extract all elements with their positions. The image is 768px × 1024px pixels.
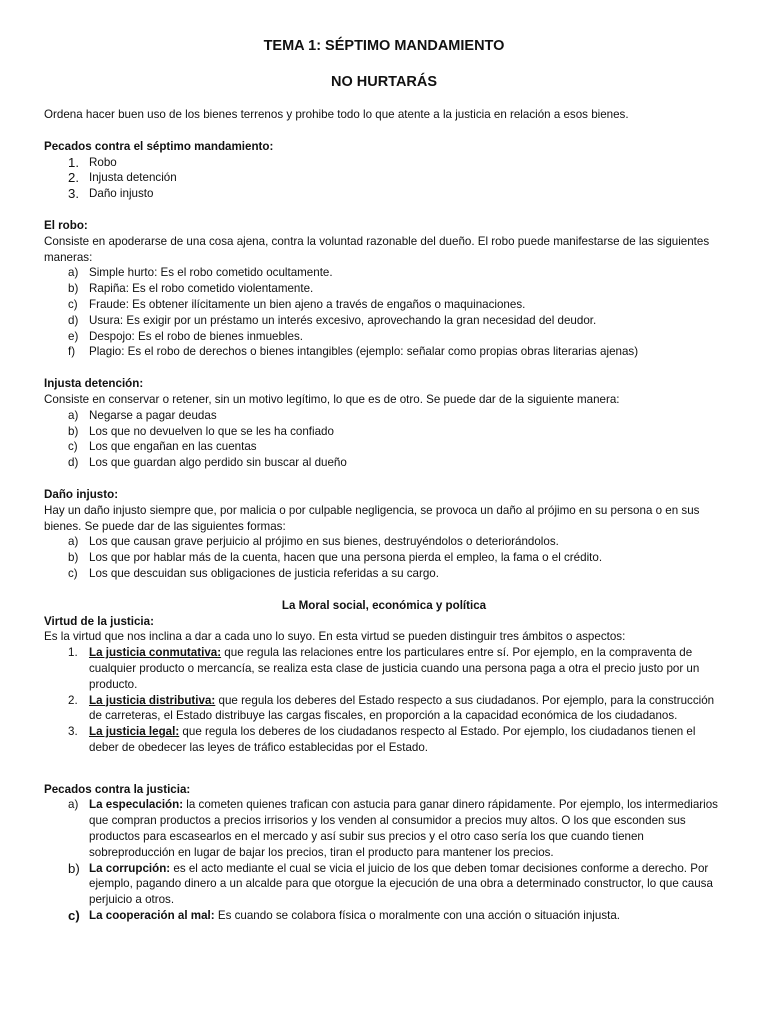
page-title: TEMA 1: SÉPTIMO MANDAMIENTO	[263, 38, 505, 54]
list-item: c) Los que descuidan sus obligaciones de justicia referidas a su cargo.	[68, 566, 439, 580]
virtud-paragraph: Es la virtud que nos inclina a dar a cada uno lo suyo. En esta virtud se pueden distinguir tres ámbitos o aspectos:	[44, 630, 626, 644]
document-body	[44, 107, 724, 924]
robo-heading: El robo:	[44, 218, 88, 232]
list-item: 2. Injusta detención	[68, 170, 177, 186]
dano-list	[44, 534, 724, 581]
list-item: b) Los que por hablar más de la cuenta, hacen que una persona pierda el empleo, la fama o el crédito.	[68, 551, 603, 565]
pecados-justicia-list	[44, 797, 724, 923]
page-subtitle: NO HURTARÁS	[330, 74, 438, 90]
list-item: a) Los que causan grave perjuicio al prójimo en sus bienes, destruyéndolos o deteriorándolos.	[68, 535, 559, 549]
list-item: 3. La justicia legal: que regula los deberes de los ciudadanos respecto al Estado. Por ejemplo, los ciudadanos tienen el deber de obedecer las leyes de tráfico establecidas por el Estado.	[68, 725, 696, 754]
list-item: c) La cooperación al mal: Es cuando se colabora física o moralmente con una acción o situación injusta.	[68, 908, 621, 924]
virtud-heading: Virtud de la justicia:	[44, 614, 154, 628]
intro-paragraph: Ordena hacer buen uso de los bienes terrenos y prohibe todo lo que atente a la justicia en relación a esos bienes.	[44, 108, 629, 121]
list-item: 3. Daño injusto	[68, 186, 154, 202]
list-item: b) Los que no devuelven lo que se les ha confiado	[68, 424, 334, 438]
list-item: a) La especulación: la cometen quienes trafican con astucia para ganar dinero rápidamente. Por ejemplo, los intermediarios que compran productos a precios irrisorios y los venden al consumidor a precios muy altos. O los que esconden sus productos para escasearlos en el mercado y así subir sus precios y el otro caso sería los que cuando tienen sobreproducción en lugar de bajar los precios, tiran el producto para mantener los precios.	[68, 798, 718, 859]
list-item: 1. La justicia conmutativa: que regula las relaciones entre los particulares entre sí. Por ejemplo, en la compraventa de cualquier producto o mercancía, se realiza esta clase de justicia cuando una persona paga a otra el precio justo por un producto.	[68, 646, 700, 691]
list-item: e) Despojo: Es el robo de bienes inmuebles.	[68, 329, 303, 343]
robo-list	[44, 265, 724, 360]
pecados-justicia-heading: Pecados contra la justicia:	[44, 782, 191, 796]
list-item: a) Negarse a pagar deudas	[68, 408, 217, 422]
list-item: c) Los que engañan en las cuentas	[68, 440, 257, 454]
list-item: d) Los que guardan algo perdido sin buscar al dueño	[68, 456, 347, 470]
list-item: d) Usura: Es exigir por un préstamo un interés excesivo, aprovechando la gran necesidad del deudor.	[68, 313, 597, 327]
list-item: b) Rapiña: Es el robo cometido violentamente.	[68, 282, 314, 296]
list-item: f) Plagio: Es el robo de derechos o bienes intangibles (ejemplo: señalar como propias obras literarias ajenas)	[68, 345, 639, 359]
list-item: 1. Robo	[68, 154, 117, 170]
pecados-heading: Pecados contra el séptimo mandamiento:	[44, 139, 274, 153]
list-item: 2. La justicia distributiva: que regula los deberes del Estado respecto a sus ciudadanos. Por ejemplo, para la construcción de carreteras, el Estado distribuye las cargas fiscales, en proporción a la capacidad económica de los ciudadanos.	[68, 693, 715, 723]
detencion-list	[44, 408, 724, 471]
list-item: a) Simple hurto: Es el robo cometido ocultamente.	[68, 266, 333, 280]
pecados-list	[44, 155, 724, 202]
detencion-paragraph: Consiste en conservar o retener, sin un motivo legítimo, lo que es de otro. Se puede dar de la siguiente manera:	[44, 392, 620, 406]
robo-paragraph: Consiste en apoderarse de una cosa ajena, contra la voluntad razonable del dueño. El robo puede manifestarse de las siguientes maneras:	[44, 234, 710, 264]
dano-heading: Daño injusto:	[44, 487, 119, 501]
moral-heading: La Moral social, económica y política	[281, 598, 487, 612]
list-item: c) Fraude: Es obtener ilícitamente un bien ajeno a través de engaños o maquinaciones.	[68, 297, 526, 311]
justicia-list	[44, 645, 724, 756]
dano-paragraph: Hay un daño injusto siempre que, por malicia o por culpable negligencia, se provoca un daño al prójimo en su persona o en sus bienes. Se puede dar de las siguientes formas:	[44, 503, 700, 533]
list-item: b) La corrupción: es el acto mediante el cual se vicia el juicio de los que deben tomar decisiones conforme a derecho. Por ejemplo, pagando dinero a un alcalde para que otorgue la ejecución de una obra a determinado constructor, lo que causa perjuicio a otros.	[68, 860, 713, 907]
detencion-heading: Injusta detención:	[44, 377, 144, 391]
